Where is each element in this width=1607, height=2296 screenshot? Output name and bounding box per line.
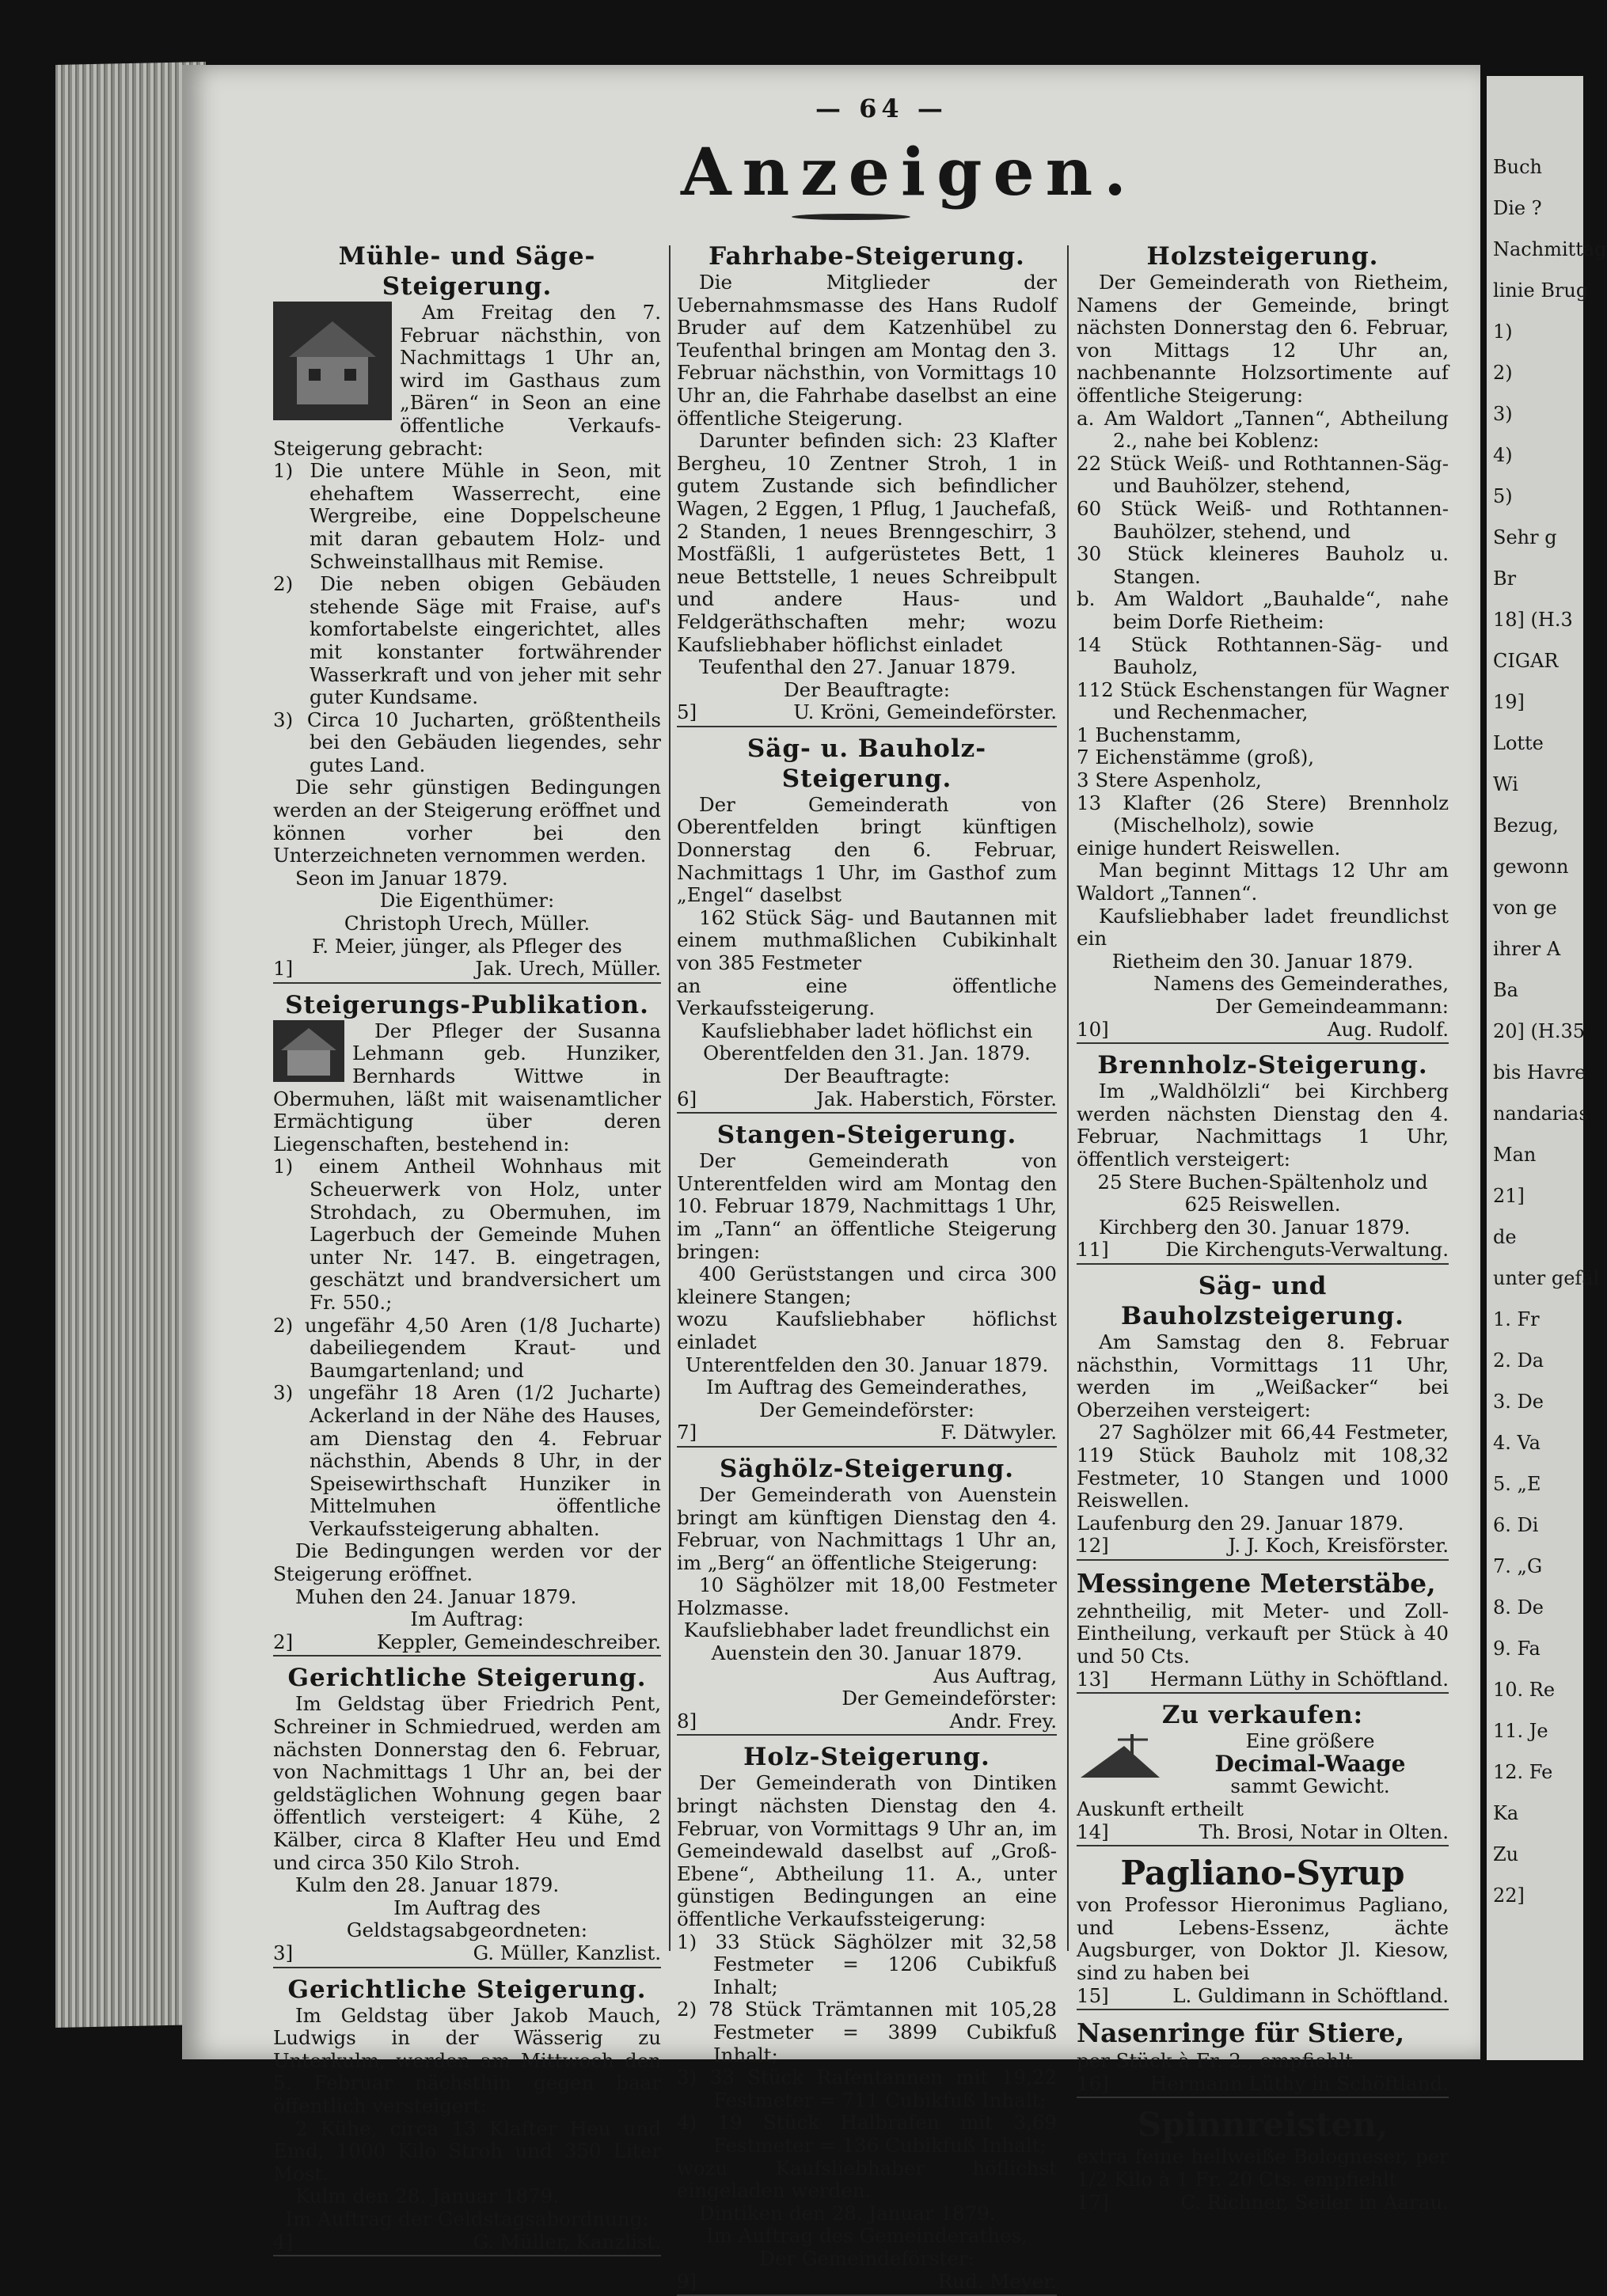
masthead-ornament (792, 214, 910, 220)
ad-muehle-saege (273, 241, 661, 984)
ad-number: 3] (273, 1941, 294, 1964)
facing-page-fragment-text: 20] (H.35 (1493, 1020, 1585, 1042)
ad-signatory-label: Der Beauftragte: (783, 1065, 951, 1087)
ad-item: 2) ungefähr 4,50 Aren (1/8 Jucharte) dabeiliegendem Kraut- und Baumgartenland; und (273, 1313, 661, 1382)
ad-text: Die sehr günstigen Bedingungen werden an der Steigerung eröffnet und können vorher bei den Unterzeichneten vernommen werden. (273, 776, 661, 867)
ad-signatory-label: Namens des Gemeinderathes, (1153, 972, 1449, 996)
facing-page-fragment-text: 21] (1493, 1185, 1525, 1207)
ad-signatory-label: Der Gemeindeammann: (1215, 995, 1449, 1018)
ad-signatory-label: Im Auftrag des Gemeinderathes, (706, 1376, 1028, 1399)
ad-text: extra feine hellweiße Bologneser, per 1/2 Kilo à 1 Fr. 20 Cts. empfiehlt (1077, 2145, 1449, 2191)
ad-title: Steigerungs-Publikation. (285, 990, 649, 1019)
facing-page-fragment-text: linie Brug (1493, 279, 1589, 302)
facing-page-fragment-text: Br (1493, 567, 1517, 590)
ad-signatory: Jak. Haberstich, Förster. (816, 1087, 1057, 1110)
column-rule (1067, 245, 1069, 1951)
ad-section: b. Am Waldort „Bauhalde“, nahe beim Dorfe Rietheim: (1077, 587, 1449, 633)
facing-page-fragment-text: unter gefäl (1493, 1267, 1600, 1289)
ad-title: Spinnreisten, (1137, 2105, 1389, 2145)
ad-number: 15] (1077, 1983, 1109, 2007)
ad-text: Am Freitag den 7. Februar nächsthin, von Nachmittags 1 Uhr an, wird im Gasthaus zum „Bären“ in Seon an eine öffentliche Verkaufs-Steigerung gebracht: (273, 301, 661, 460)
page-number: — 64 — (815, 93, 948, 123)
ad-invite: wozu Kaufsliebhaber höflichst einladet (677, 1307, 1057, 1353)
facing-page-fragment-text: 18] (H.3 (1493, 609, 1573, 631)
facing-page-fragment-text: Man (1493, 1144, 1537, 1166)
ad-text: Auskunft ertheilt (1077, 1797, 1244, 1821)
ad-item: 1) einem Antheil Wohnhaus mit Scheuerwerk von Holz, unter Strohdach, zu Obermuhen, im Lagerbuch der Gemeinde Muhen unter Nr. 147. B. eingetragen, geschätzt und brandversichert um Fr. 550.; (273, 1155, 661, 1314)
ad-number: 12] (1077, 1534, 1109, 1558)
ad-signatory: Rud. Meyer. (937, 2269, 1057, 2293)
ad-text: an eine öffentliche Verkaufssteigerung. (677, 973, 1057, 1020)
ad-text: Eine größere (1245, 1729, 1375, 1753)
ad-title: Holzsteigerung. (1146, 242, 1379, 271)
ad-steigerungs-publikation (273, 990, 661, 1657)
ad-item: 3 Stere Aspenholz, (1077, 768, 1262, 792)
ad-text: Der Gemeinderath von Oberentfelden bringt künftigen Donnerstag den 6. Februar, Nachmittags 1 Uhr, im Gasthof zum „Engel“ daselbst (677, 792, 1057, 907)
ad-signatory: Andr. Frey. (949, 1709, 1057, 1732)
ad-place-date: Teufenthal den 27. Januar 1879. (699, 655, 1016, 679)
ad-item: 400 Gerüststangen und circa 300 kleinere Stangen; (677, 1262, 1057, 1308)
ad-signatory: J. J. Koch, Kreisförster. (1228, 1534, 1449, 1558)
ad-signatory: Aug. Rudolf. (1327, 1017, 1449, 1041)
ad-invite: Kaufsliebhaber ladet höflichst ein (701, 1019, 1033, 1042)
facing-page-fragment-text: Sehr g (1493, 526, 1557, 548)
ad-gerichtliche-steigerung-2 (273, 1975, 661, 2257)
ad-number: 13] (1077, 1667, 1109, 1691)
ad-text: Der Gemeinderath von Auenstein bringt am künftigen Dienstag den 4. Februar, von Nachmittags 1 Uhr an, im „Berg“ an öffentliche Steigerung: (677, 1482, 1057, 1574)
ad-item: 112 Stück Eschenstangen für Wagner und Rechenmacher, (1077, 677, 1449, 724)
facing-page-fragment-text: 3) (1493, 403, 1513, 425)
ad-signatory-label: Im Auftrag des Geldstagsabgeordneten: (346, 1896, 588, 1942)
ad-title: Fahrhabe-Steigerung. (709, 242, 1025, 271)
ad-signatory: Hermann Lüthy in Schöftland. (1149, 1667, 1449, 1691)
ad-text: Decimal-Waage (1214, 1750, 1406, 1777)
ad-title: Gerichtliche Steigerung. (287, 1664, 647, 1693)
ad-number: 11] (1077, 1238, 1109, 1262)
ad-title: Mühle- und Säge-Steigerung. (338, 242, 596, 301)
ad-title: Pagliano-Syrup (1120, 1854, 1405, 1893)
column-3 (1077, 241, 1449, 2214)
ad-place-date: Rietheim den 30. Januar 1879. (1111, 949, 1414, 973)
ad-title: Stangen-Steigerung. (716, 1121, 1017, 1150)
facing-page-fragment-text: CIGAR (1493, 650, 1559, 672)
ad-spinnreisten (1077, 2104, 1449, 2215)
facing-page-fragment-text: 2) (1493, 362, 1513, 384)
facing-page-fragment-text: 8. De (1493, 1596, 1544, 1619)
facing-page-fragment (1487, 76, 1607, 2060)
ad-signatory-label: Der Gemeindeförster: (841, 1687, 1057, 1710)
ad-item: 4) 19 Stück Halbrafen mit 3,69 Festmeter = 136 Cubikfuß Inhalt; (677, 2111, 1057, 2157)
facing-page-fragment-text: Buch (1493, 156, 1542, 178)
ad-item: 60 Stück Weiß- und Rothtannen-Bauhölzer, stehend, und (1077, 496, 1449, 543)
ad-brennholz-steigerung (1077, 1050, 1449, 1265)
ad-item: 22 Stück Weiß- und Rothtannen-Säg- und Bauhölzer, stehend, (1077, 451, 1449, 498)
ad-text: zehntheilig, mit Meter- und Zoll-Eintheilung, verkauft per Stück à 40 und 50 Cts. (1077, 1599, 1449, 1668)
ad-place-date: Oberentfelden den 31. Jan. 1879. (703, 1042, 1031, 1065)
ad-place-date: Laufenburg den 29. Januar 1879. (1077, 1511, 1404, 1535)
ad-signatory-label: Der Gemeindeförster: (759, 2246, 974, 2270)
ad-number: 5] (677, 700, 697, 724)
facing-page-fragment-text: ihrer A (1493, 938, 1561, 960)
ad-signatory: F. Meier, jünger, als Pfleger des (312, 934, 622, 958)
ad-number: 4] (273, 2230, 294, 2253)
facing-page-fragment-text: bis Havre (1493, 1061, 1586, 1083)
masthead-title: Anzeigen. (681, 135, 1138, 211)
ad-number: 2] (273, 1630, 294, 1653)
facing-page-fragment-text: 5) (1493, 485, 1513, 507)
ad-number: 9] (677, 2269, 697, 2293)
ad-text: per Stück à Fr. 2., empfiehlt (1077, 2049, 1354, 2073)
ad-meterstaebe (1077, 1567, 1449, 1694)
ad-place-date: Kirchberg den 30. Januar 1879. (1099, 1215, 1411, 1239)
facing-page-fragment-text: Lotte (1493, 732, 1544, 754)
ad-item: 162 Stück Säg- und Bautannen mit einem muthmaßlichen Cubikinhalt von 385 Festmeter (677, 905, 1057, 975)
scale-illustration (1077, 1730, 1164, 1782)
ad-item: 3) Circa 10 Jucharten, größtentheils bei den Gebäuden liegendes, sehr gutes Land. (273, 708, 661, 776)
ad-signatory: F. Dätwyler. (940, 1421, 1057, 1444)
ad-signatory: G. Müller, Kanzlist. (473, 1941, 661, 1964)
ad-item: 2) Die neben obigen Gebäuden stehende Säge mit Fraise, auf's komfortabelste eingerichtet, alles mit konstanter fortwährender Wasserkraft und von jeher mit sehr guter Kundsame. (273, 572, 661, 709)
ad-item: 7 Eichenstämme (groß), (1077, 746, 1315, 769)
ad-saeg-bauholz-steigerung (677, 734, 1057, 1114)
ad-text: Der Gemeinderath von Rietheim, Namens der Gemeinde, bringt nächsten Donnerstag den 6. Februar, von Mittags 12 Uhr an, nachbenannte Holzsortimente auf öffentliche Steigerung: (1077, 271, 1449, 407)
ad-text: Darunter befinden sich: 23 Klafter Bergheu, 10 Zentner Stroh, 1 in gutem Zustande sich befindlicher Wagen, 2 Eggen, 1 Pflug, 1 Jauchefaß, 2 Standen, 1 neues Brenngeschirr, 3 Mostfäßli, 1 aufgerüstetes Bett, 1 neue Bettstelle, 1 neues Schreibpult und andere Haus- und Feldgeräthschaften mehr; wozu Kaufsliebhaber höflichst einladet (677, 429, 1057, 656)
ad-fahrhabe-steigerung (677, 241, 1057, 727)
ad-text: Im Geldstag über Friedrich Pent, Schreiner in Schmiedrued, werden am nächsten Donnerstag den 6. Februar, von Nachmittags 1 Uhr an, bei der geldstäglichen Wohnung gegen baar öffentlich versteigert: 4 Kühe, 2 Kälber, circa 8 Klafter Heu und Emd und circa 350 Kilo Stroh. (273, 1692, 661, 1874)
ad-pagliano-syrup (1077, 1853, 1449, 2010)
ad-signatory-label: Im Auftrag der Geldstagsabordnung: (285, 2207, 649, 2230)
ad-text: Der Gemeinderath von Dintiken bringt nächsten Dienstag den 4. Februar, von Vormittags 9 Uhr an, im Gemeindewald daselbst auf „Groß-Ebene“, Abtheilung 11. A., unter günstigen Bedingungen an eine öffentliche Verkaufssteigerung: (677, 1771, 1057, 1930)
ad-signatory-label: Der Gemeindeförster: (759, 1398, 974, 1421)
facing-page-fragment-text: 12. Fe (1493, 1761, 1553, 1783)
ad-item: 30 Stück kleineres Bauholz u. Stangen. (1077, 542, 1449, 588)
facing-page-fragment-text: Die ? (1493, 197, 1542, 219)
ad-signatory: Keppler, Gemeindeschreiber. (376, 1630, 661, 1653)
ad-number: 17] (1077, 2190, 1109, 2214)
ad-signatory-label: Im Auftrag des Gemeinderathes, (706, 2224, 1028, 2248)
facing-page-fragment-text: de (1493, 1226, 1517, 1248)
ad-item: 25 Stere Buchen-Spältenholz und (1097, 1170, 1428, 1194)
ad-place-date: Auenstein den 30. Januar 1879. (711, 1641, 1023, 1665)
ad-signatory-label: Aus Auftrag, (933, 1664, 1057, 1687)
ad-number: 1] (273, 957, 294, 981)
ad-section: a. Am Waldort „Tannen“, Abtheilung 2., nahe bei Koblenz: (1077, 406, 1449, 453)
facing-page-fragment-text: 6. Di (1493, 1514, 1539, 1536)
facing-page-fragment-text: 5. „E (1493, 1473, 1541, 1495)
ad-invite: Kaufsliebhaber ladet freundlichst ein (683, 1619, 1050, 1642)
facing-page-fragment-text: 4) (1493, 444, 1513, 466)
ad-title: Nasenringe für Stiere, (1077, 2017, 1405, 2049)
facing-page-fragment-text: Zu (1493, 1843, 1519, 1865)
ad-item: 27 Saghölzer mit 66,44 Festmeter, 119 Stück Bauholz mit 108,32 Festmeter, 10 Stangen und 1000 Reiswellen. (1077, 1421, 1449, 1512)
ad-title: Zu verkaufen: (1161, 1701, 1364, 1730)
ad-stangen-steigerung (677, 1120, 1057, 1448)
ad-place-date: Kulm den 28. Januar 1879. (295, 1873, 560, 1897)
column-2 (677, 241, 1057, 2293)
facing-page-fragment-text: 10. Re (1493, 1679, 1556, 1701)
ad-signatory: U. Kröni, Gemeindeförster. (793, 700, 1057, 724)
ad-title: Säghölz-Steigerung. (719, 1454, 1015, 1483)
ad-signatory: Christoph Urech, Müller. (344, 912, 591, 935)
ad-signatory: L. Guldimann in Schöftland. (1172, 1983, 1449, 2007)
ad-title: Brennholz-Steigerung. (1097, 1051, 1428, 1080)
ad-holzsteigerung-rietheim (1077, 241, 1449, 1044)
ad-saeg-bauholzsteigerung (1077, 1271, 1449, 1561)
facing-page-fragment-text: Bezug, (1493, 814, 1559, 837)
facing-page-fragment-text: 19] (1493, 691, 1525, 713)
ad-holz-steigerung (677, 1742, 1057, 2296)
ad-title: Holz-Steigerung. (743, 1743, 990, 1772)
house-illustration (273, 302, 392, 420)
column-rule (669, 245, 671, 1951)
ad-title: Säg- u. Bauholz-Steigerung. (747, 734, 987, 793)
ad-item: 2) 78 Stück Trämtannen mit 105,28 Festmeter = 3899 Cubikfuß Inhalt; (677, 1998, 1057, 2066)
ad-invite: Kaufsliebhaber ladet freundlichst ein (1077, 904, 1449, 951)
ad-signatory-label: Der Beauftragte: (783, 677, 951, 701)
ad-item: 3) 33 Stück Rafentannen mit 19,22 Festmeter = 711 Cubikfuß Inhalt; (677, 2066, 1057, 2112)
ad-signatory-label: Im Auftrag: (410, 1607, 524, 1631)
ad-item: 1 Buchenstamm, (1077, 723, 1242, 746)
ad-number: 14] (1077, 1820, 1109, 1843)
facing-page-fragment-text: Wi (1493, 773, 1518, 795)
ad-signatory: Hermann Lüthy in Schöftland. (1149, 2071, 1449, 2095)
ad-place-date: Kulm den 28. Januar 1879. (295, 2184, 560, 2208)
ad-nasenringe (1077, 2017, 1449, 2098)
ad-invite: wozu Kaufsliebhaber höflichst eingeladen werden. (677, 2156, 1057, 2203)
facing-page-fragment-text: nandarias (1493, 1102, 1589, 1125)
ad-text: Der Gemeinderath von Unterentfelden wird am Montag den 10. Februar 1879, Nachmittags 1 Uhr, im „Tann“ an öffentliche Steigerung bringen: (677, 1149, 1057, 1263)
facing-page-fragment-text: 1) (1493, 321, 1513, 343)
ad-item: 1) 33 Stück Säghölzer mit 32,58 Festmeter = 1206 Cubikfuß Inhalt; (677, 1930, 1057, 1998)
ad-item: 3) ungefähr 18 Aren (1/2 Jucharte) Ackerland in der Nähe des Hauses, am Dienstag den 4. Februar nächsthin, Abends 8 Uhr, in der Speisewirthschaft Hunziker in Mittelmuhen öffentliche Verkaufssteigerung abhalten. (273, 1381, 661, 1540)
ad-text: Im „Waldhölzli“ bei Kirchberg werden nächsten Dienstag den 4. Februar, Nachmittags 1 Uhr, öffentlich versteigert: (1077, 1080, 1449, 1171)
ad-signatory-label: Die Eigenthümer: (379, 889, 555, 913)
ad-place-date: Seon im Januar 1879. (295, 866, 508, 890)
ad-signatory: Th. Brosi, Notar in Olten. (1199, 1820, 1449, 1843)
ad-text: von Professor Hieronimus Pagliano, und Lebens-Essenz, ächte Augsburger, von Doktor Jl. Kiesow, sind zu haben bei (1077, 1893, 1449, 1984)
ad-place-date: Unterentfelden den 30. Januar 1879. (685, 1353, 1049, 1376)
ad-item: einige hundert Reiswellen. (1077, 836, 1341, 860)
facing-page-fragment-text: 1. Fr (1493, 1308, 1540, 1330)
ad-signatory: G. Müller, Kanzlist. (473, 2230, 661, 2253)
ad-place-date: Muhen den 24. Januar 1879. (295, 1584, 577, 1608)
ad-title: Säg- und Bauholzsteigerung. (1121, 1271, 1404, 1330)
ad-text: Die Mitglieder der Uebernahmsmasse des Hans Rudolf Bruder auf dem Katzenhübel zu Teufenthal bringen am Montag den 3. Februar nächsthin, von Vormittags 10 Uhr an, die Fahrhabe daselbst an eine öffentliche Steigerung. (677, 271, 1057, 430)
ad-text: Man beginnt Mittags 12 Uhr am Waldort „Tannen“. (1077, 859, 1449, 905)
ad-number: 16] (1077, 2071, 1109, 2095)
ad-item: 14 Stück Rothtannen-Säg- und Bauholz, (1077, 632, 1449, 679)
ad-signatory: Die Kirchenguts-Verwaltung. (1165, 1238, 1449, 1262)
ad-text: Der Pfleger der Susanna Lehmann geb. Hunziker, Bernhards Wittwe in Obermuhen, läßt mit waisenamtlicher Ermächtigung über deren Liegenschaften, bestehend in: (273, 1019, 661, 1156)
ad-saegholz-steigerung (677, 1454, 1057, 1736)
ad-number: 10] (1077, 1017, 1109, 1041)
ad-title: Gerichtliche Steigerung. (287, 1975, 647, 2004)
ad-text: Im Geldstag über Jakob Mauch, Ludwigs in der Wässerig zu Unterkulm, werden am Mittwoch den 5. Februar nächsthin gegen baar öffentlich versteigert: (273, 2003, 661, 2117)
ad-text: Am Samstag den 8. Februar nächsthin, Vormittags 11 Uhr, werden im „Weißacker“ bei Oberzeihen versteigert: (1077, 1330, 1449, 1421)
ad-signatory: C. Richner, Seiler in Aarau. (1180, 2190, 1449, 2214)
facing-page-fragment-text: 11. Je (1493, 1720, 1548, 1742)
column-1 (273, 241, 661, 2253)
facing-page-fragment-text: 4. Va (1493, 1432, 1541, 1454)
facing-page-fragment-text: 22] (1493, 1884, 1525, 1907)
facing-page-fragment-text: 3. De (1493, 1391, 1544, 1413)
facing-page-fragment-text: Ba (1493, 979, 1518, 1001)
ad-text: Die Bedingungen werden vor der Steigerung eröffnet. (273, 1539, 661, 1586)
ad-item: 10 Säghölzer mit 18,00 Festmeter Holzmasse. (677, 1573, 1057, 1619)
ad-number: 6] (677, 1087, 697, 1110)
ad-text: sammt Gewicht. (1230, 1774, 1390, 1798)
ad-title: Messingene Meterstäbe, (1077, 1567, 1436, 1599)
ad-item: 1) Die untere Mühle in Seon, mit ehehaftem Wasserrecht, eine Wergreibe, eine Doppelscheune mit daran gebautem Holz- und Schweinstallhaus mit Remise. (273, 459, 661, 573)
ad-signatory: Jak. Urech, Müller. (475, 957, 661, 981)
facing-page-fragment-text: 7. „G (1493, 1555, 1543, 1577)
ad-number: 7] (677, 1421, 697, 1444)
facing-page-fragment-text: von ge (1493, 897, 1557, 919)
facing-page-fragment-text: 9. Fa (1493, 1638, 1541, 1660)
ad-item: 2 Kühe, circa 13 Klafter Heu und Emd, 1000 Kilo Stroh und 350 Liter Most. (273, 2116, 661, 2185)
ad-item: 625 Reiswellen. (1184, 1193, 1341, 1216)
facing-page-fragment-text: Nachmittag (1493, 238, 1607, 260)
house-illustration (273, 1020, 344, 1082)
ad-gerichtliche-steigerung-1 (273, 1663, 661, 1968)
ad-number: 8] (677, 1709, 697, 1732)
ad-place-date: Dintiken den 28. Januar 1879. (699, 2201, 996, 2225)
facing-page-fragment-text: 2. Da (1493, 1349, 1544, 1372)
ad-item: 13 Klafter (26 Stere) Brennholz (Mischelholz), sowie (1077, 791, 1449, 837)
facing-page-fragment-text: gewonn (1493, 856, 1569, 878)
facing-page-fragment-text: Ka (1493, 1802, 1519, 1824)
ad-zu-verkaufen (1077, 1700, 1449, 1846)
